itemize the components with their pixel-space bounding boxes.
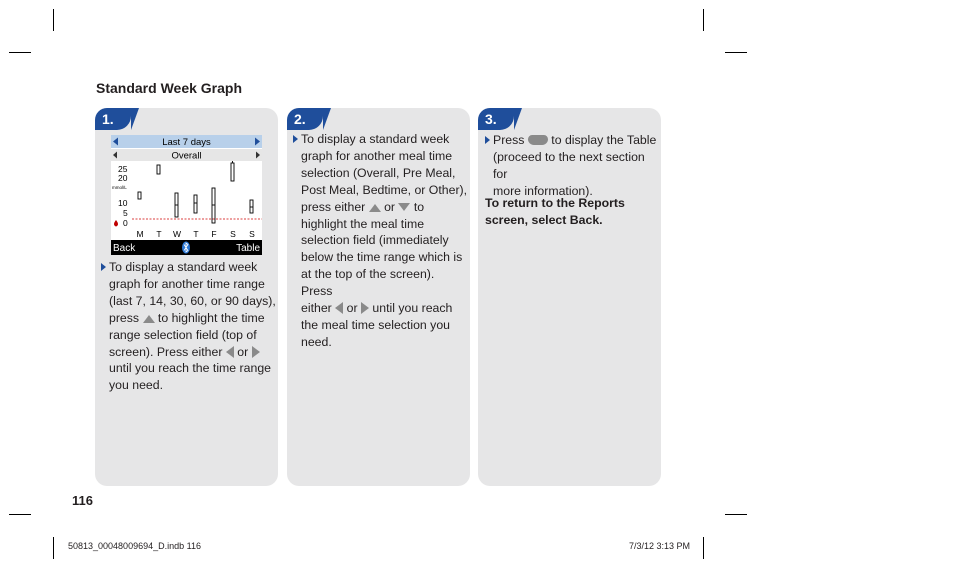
right-button-icon bbox=[361, 302, 369, 314]
footer-file: 50813_00048009694_D.indb 116 bbox=[68, 541, 201, 551]
up-button-icon bbox=[143, 315, 155, 323]
bullet-arrow-icon bbox=[101, 263, 106, 271]
crop-mark bbox=[703, 537, 704, 559]
day-label: W bbox=[172, 229, 182, 239]
bullet-arrow-icon bbox=[485, 136, 490, 144]
up-button-icon bbox=[369, 204, 381, 212]
crop-mark bbox=[725, 52, 747, 53]
step-2-text: To display a standard week graph for another meal time selection (Overall, Pre Meal, Post Meal, Bedtime, or Other), press either or to highlight the meal time selection field (immediately below the time range which is at the top of the screen). Press either or until you reach the meal time selection you need. bbox=[301, 132, 468, 349]
step-3-text: Press to display the Table (proceed to the next section for more information). bbox=[493, 133, 657, 198]
week-graph bbox=[111, 135, 262, 255]
right-button-icon bbox=[252, 346, 260, 358]
day-label: M bbox=[136, 229, 144, 239]
back-softkey[interactable]: Back bbox=[113, 243, 136, 254]
table-softkey[interactable]: Table bbox=[236, 243, 260, 254]
step-1-text: To display a standard week graph for another time range (last 7, 14, 30, 60, or 90 days), press to highlight the time range selection field (top of screen). Press either or until you reach the time range you need. bbox=[109, 260, 276, 393]
step-badge: 2. bbox=[287, 108, 323, 130]
y-tick: 10 bbox=[118, 198, 128, 208]
day-label: T bbox=[156, 229, 162, 239]
crop-mark bbox=[53, 9, 54, 31]
crop-mark bbox=[53, 537, 54, 559]
range-label: Last 7 days bbox=[162, 137, 211, 148]
meter-screen bbox=[111, 135, 262, 255]
y-unit: mmol/L bbox=[112, 185, 127, 190]
day-label: T bbox=[193, 229, 199, 239]
y-tick: 25 bbox=[118, 164, 128, 174]
meal-label: Overall bbox=[171, 150, 202, 162]
step-badge: 1. bbox=[95, 108, 131, 130]
crop-mark bbox=[703, 9, 704, 31]
y-tick: 20 bbox=[118, 173, 128, 183]
crop-mark bbox=[9, 514, 31, 515]
right-softkey-button-icon bbox=[528, 135, 548, 145]
down-button-icon bbox=[398, 203, 410, 211]
left-button-icon bbox=[335, 302, 343, 314]
crop-mark bbox=[725, 514, 747, 515]
left-button-icon bbox=[226, 346, 234, 358]
day-label: S bbox=[249, 229, 255, 239]
box-plots bbox=[138, 161, 253, 223]
day-label: S bbox=[230, 229, 236, 239]
crop-mark bbox=[9, 52, 31, 53]
bullet-arrow-icon bbox=[293, 135, 298, 143]
footer-date: 7/3/12 3:13 PM bbox=[629, 541, 691, 551]
y-tick: 0 bbox=[123, 218, 128, 228]
page-title: Standard Week Graph bbox=[96, 80, 243, 96]
blood-drop-icon bbox=[114, 220, 118, 227]
step-badge: 3. bbox=[478, 108, 514, 130]
page-number: 116 bbox=[72, 493, 93, 508]
y-tick: 5 bbox=[123, 208, 128, 218]
day-label: F bbox=[211, 229, 217, 239]
step-3-note: To return to the Reports screen, select Back. bbox=[485, 196, 625, 227]
